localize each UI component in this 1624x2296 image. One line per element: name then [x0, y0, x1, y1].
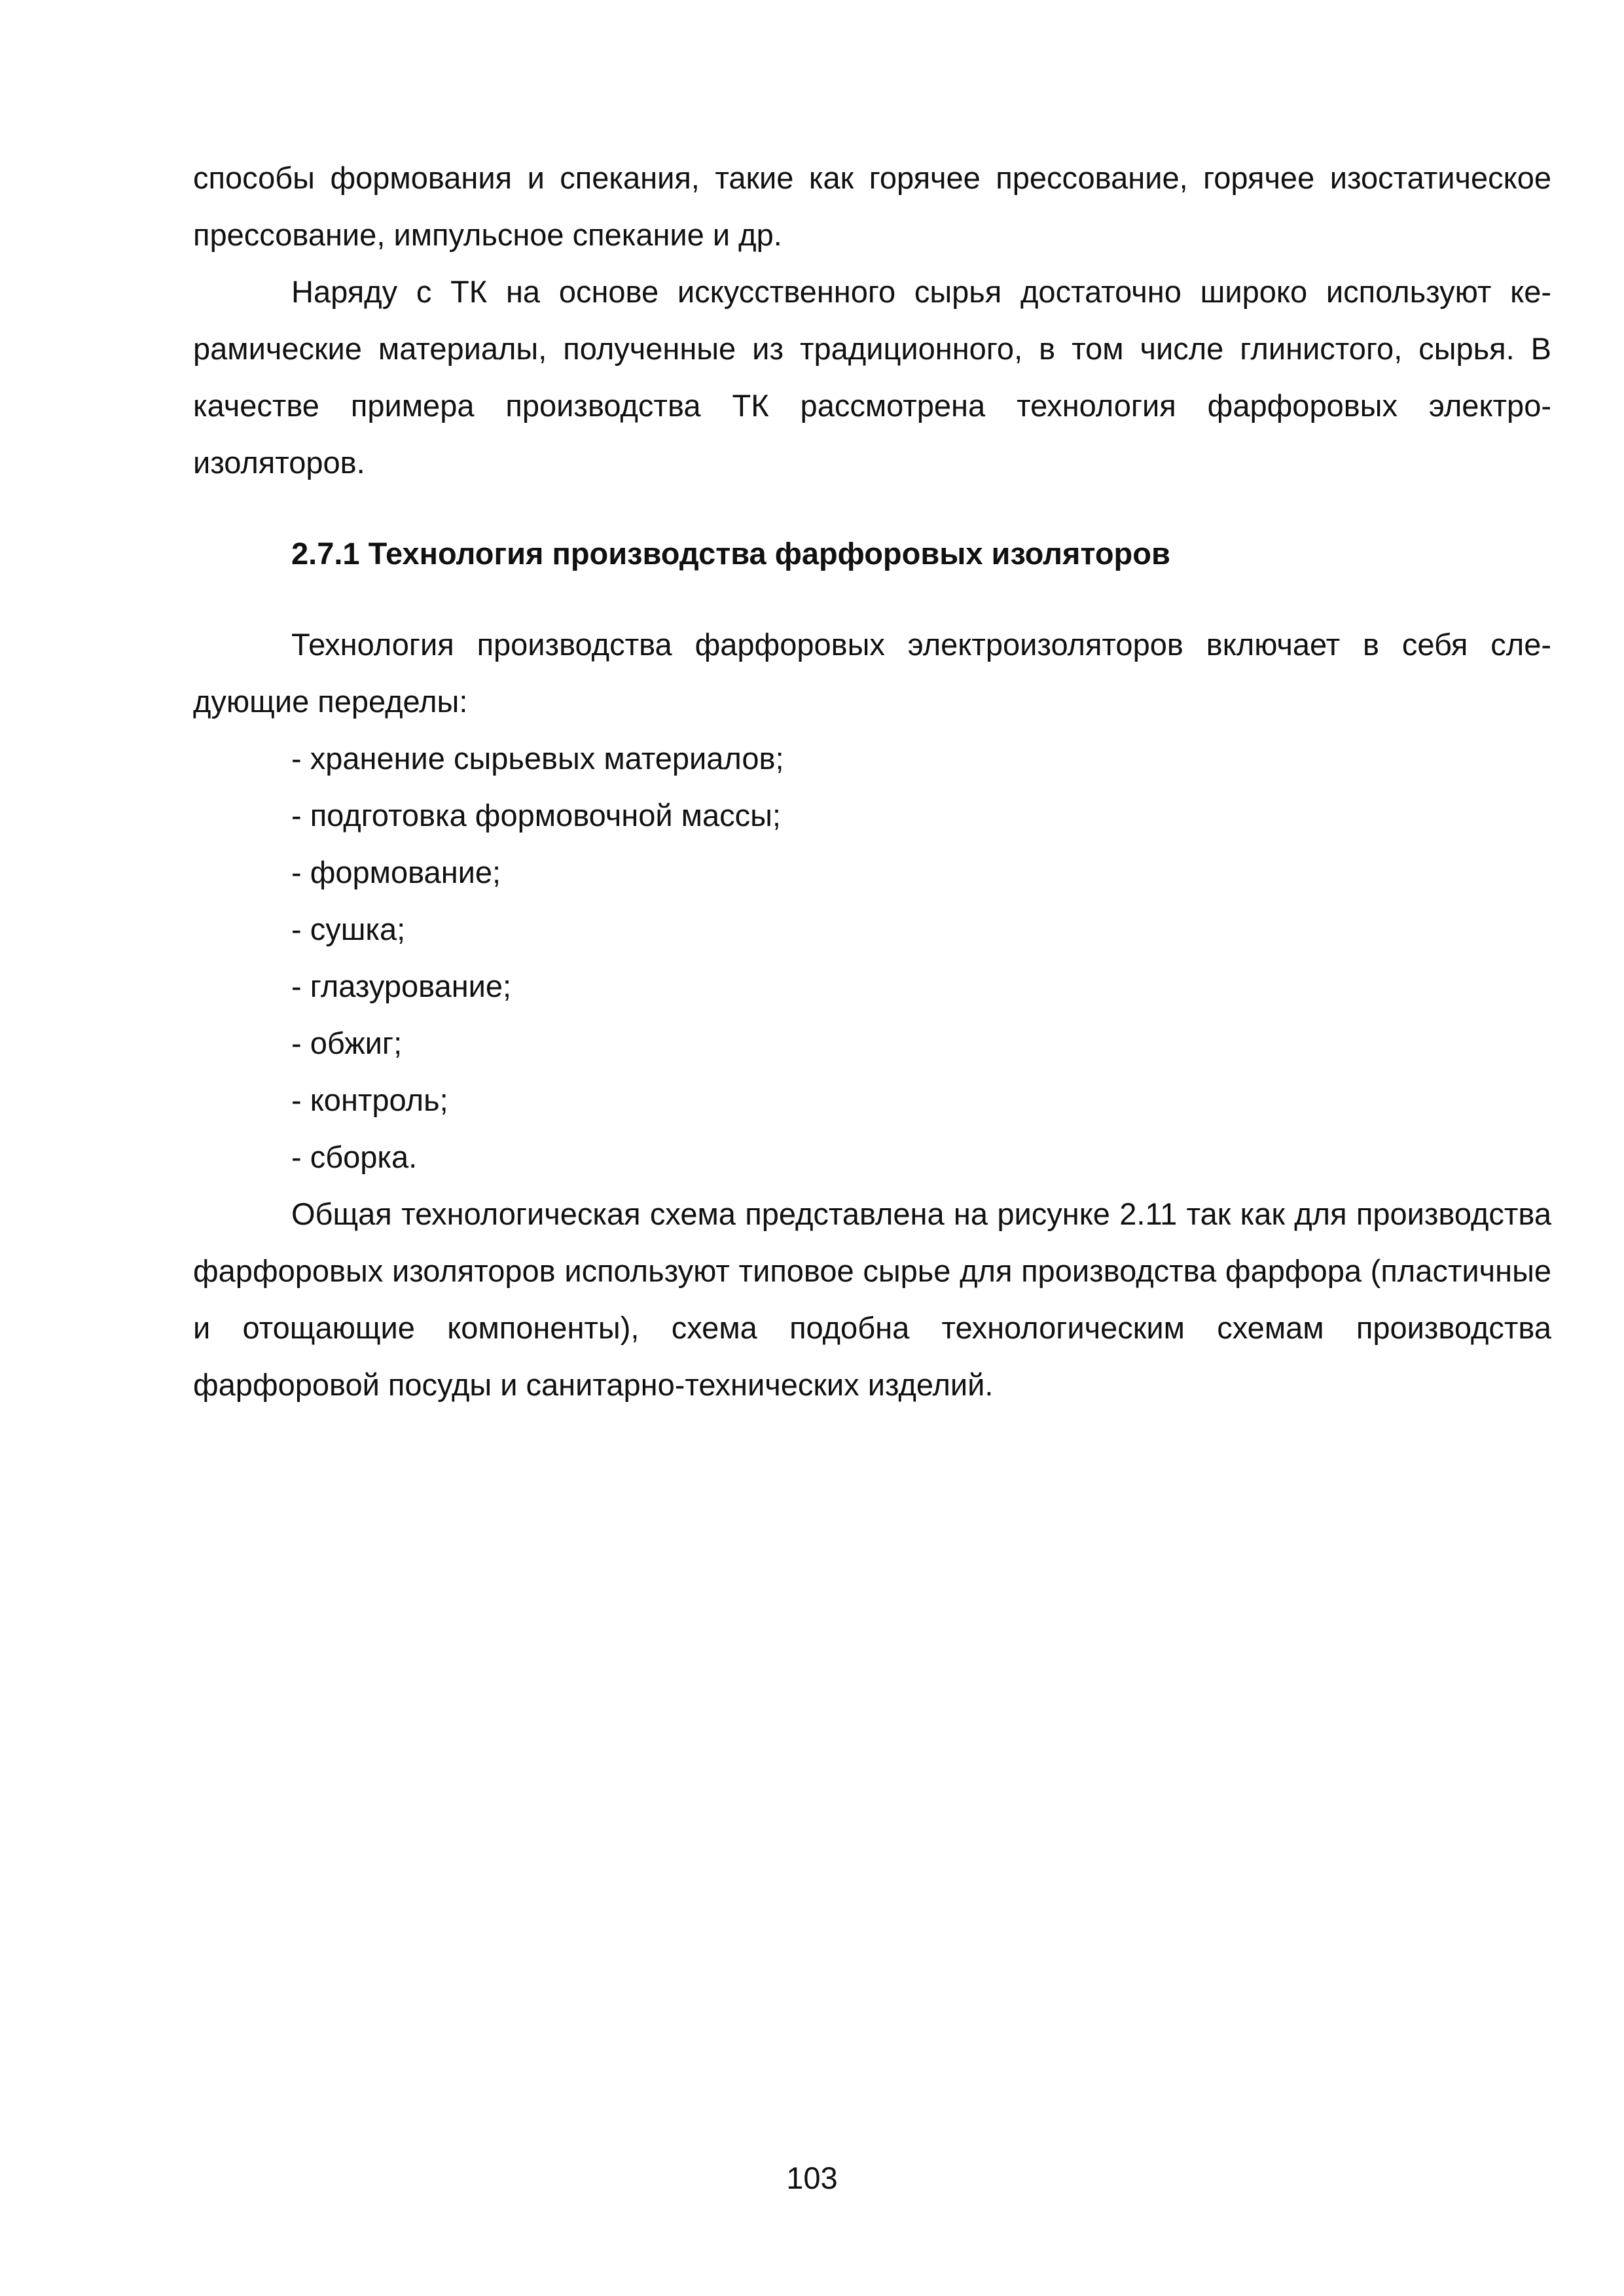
list-item: - хранение сырьевых материалов; — [291, 741, 784, 776]
paragraph-continuation: способы формования и спекания, такие как горячее прессование, горячее изостатическое прессование, импульсное спекание и др. — [193, 160, 1551, 252]
list-item: - контроль; — [291, 1083, 448, 1117]
paragraph-scheme: Общая технологическая схема представлена на рисунке 2.11 так как для производства фарфоровых изоляторов используют типовое сырье для производства фарфора (пластичные и отощающие компоненты), схема подобна технологическим схемам производства фарфоровой посуды и санитарно-технических изделий. — [193, 1196, 1551, 1402]
page-content — [193, 149, 1551, 1413]
section-heading: 2.7.1 Технология производства фарфоровых изоляторов — [291, 536, 1170, 571]
list-item: - подготовка формовочной массы; — [291, 798, 781, 833]
list-item: - обжиг; — [291, 1026, 403, 1060]
list-item: - сушка; — [291, 912, 406, 946]
stages-list — [193, 730, 1551, 1185]
page-number: 103 — [786, 2161, 838, 2195]
paragraph-traditional-ceramics: Наряду с ТК на основе искусственного сырья достаточно широко используют керамические материалы, полученные из традиционного, в том числе глинистого, сырья. В качестве примера производства ТК рассмотрена технология фарфоровых электроизоляторов. — [193, 274, 1551, 480]
list-item: - глазурование; — [291, 969, 512, 1003]
paragraph-stages-lead: Технология производства фарфоровых электроизоляторов включает в себя следующие переделы: — [193, 627, 1551, 719]
list-item: - формование; — [291, 855, 501, 889]
list-item: - сборка. — [291, 1139, 418, 1174]
